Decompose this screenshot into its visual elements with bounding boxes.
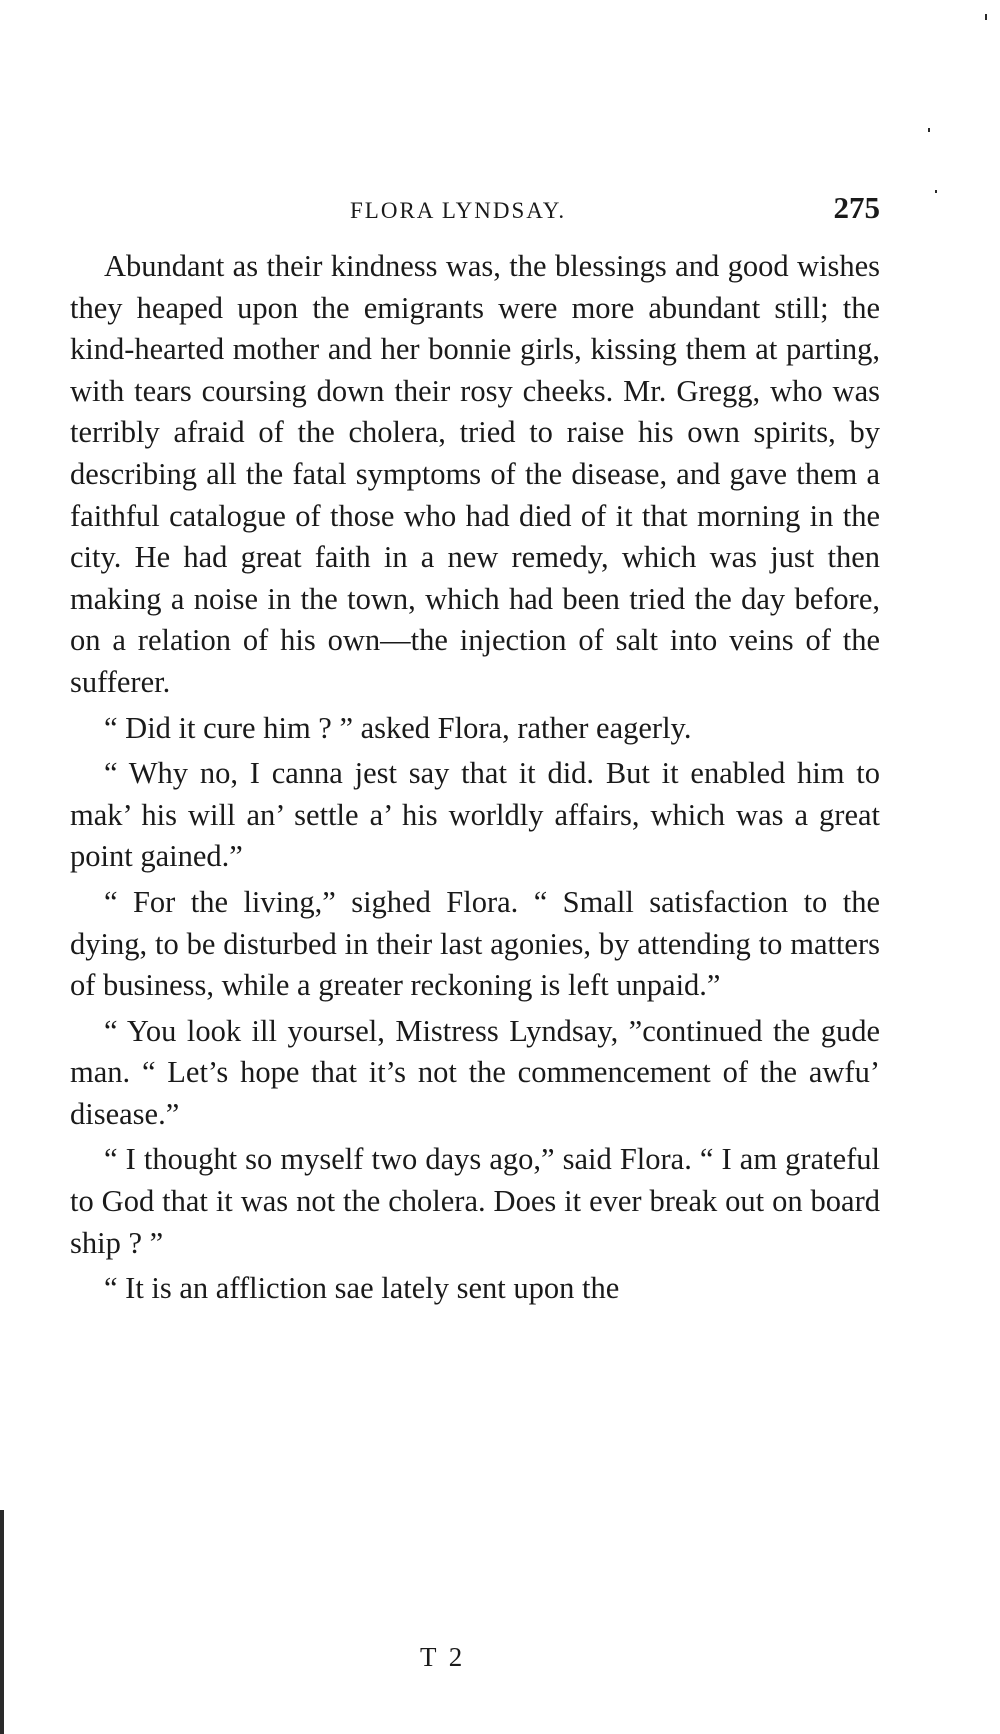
paragraph: “ Did it cure him ? ” asked Flora, rather eagerly.	[104, 710, 692, 745]
paragraph: “ It is an affliction sae lately sent upon the	[104, 1271, 620, 1306]
paragraph: “ I thought so myself two days ago,” said Flora. “ I am grateful to God that it was not the cholera. Does it ever break out on board ship ? ”	[70, 1142, 880, 1260]
page-edge-mark	[928, 128, 930, 132]
page-number: 275	[833, 190, 880, 225]
page-edge-mark	[0, 1510, 4, 1734]
page-edge-mark	[935, 190, 937, 193]
paragraph: “ Why no, I canna jest say that it did. But it enabled him to mak’ his will an’ settle a’ his worldly affairs, which was a great point gained.”	[70, 756, 880, 874]
page-edge-mark	[985, 14, 987, 20]
signature-mark: T 2	[420, 1642, 466, 1672]
paragraph: “ For the living,” sighed Flora. “ Small satisfaction to the dying, to be disturbed in their last agonies, by attending to matters of business, while a greater reckoning is left unpaid.”	[70, 884, 880, 1003]
body-text	[70, 246, 880, 1314]
running-title: FLORA LYNDSAY.	[350, 198, 567, 223]
paragraph: “ You look ill yoursel, Mistress Lyndsay, ”continued the gude man. “ Let’s hope that it’s not the commencement of the awfu’ disease.”	[70, 1013, 880, 1131]
paragraph: Abundant as their kindness was, the blessings and good wishes they heaped upon the emigrants were more abundant still; the kind-hearted mother and her bonnie girls, kissing them at parting, with tears coursing down their rosy cheeks. Mr. Gregg, who was terribly afraid of the cholera, tried to raise his own spirits, by describing all the fatal symptoms of the disease, and gave them a faithful catalogue of those who had died of it that morning in the city. He had great faith in a new remedy, which was just then making a noise in the town, which had been tried the day before, on a relation of his own—the injection of salt into veins of the sufferer.	[70, 249, 880, 699]
running-head	[68, 190, 880, 230]
